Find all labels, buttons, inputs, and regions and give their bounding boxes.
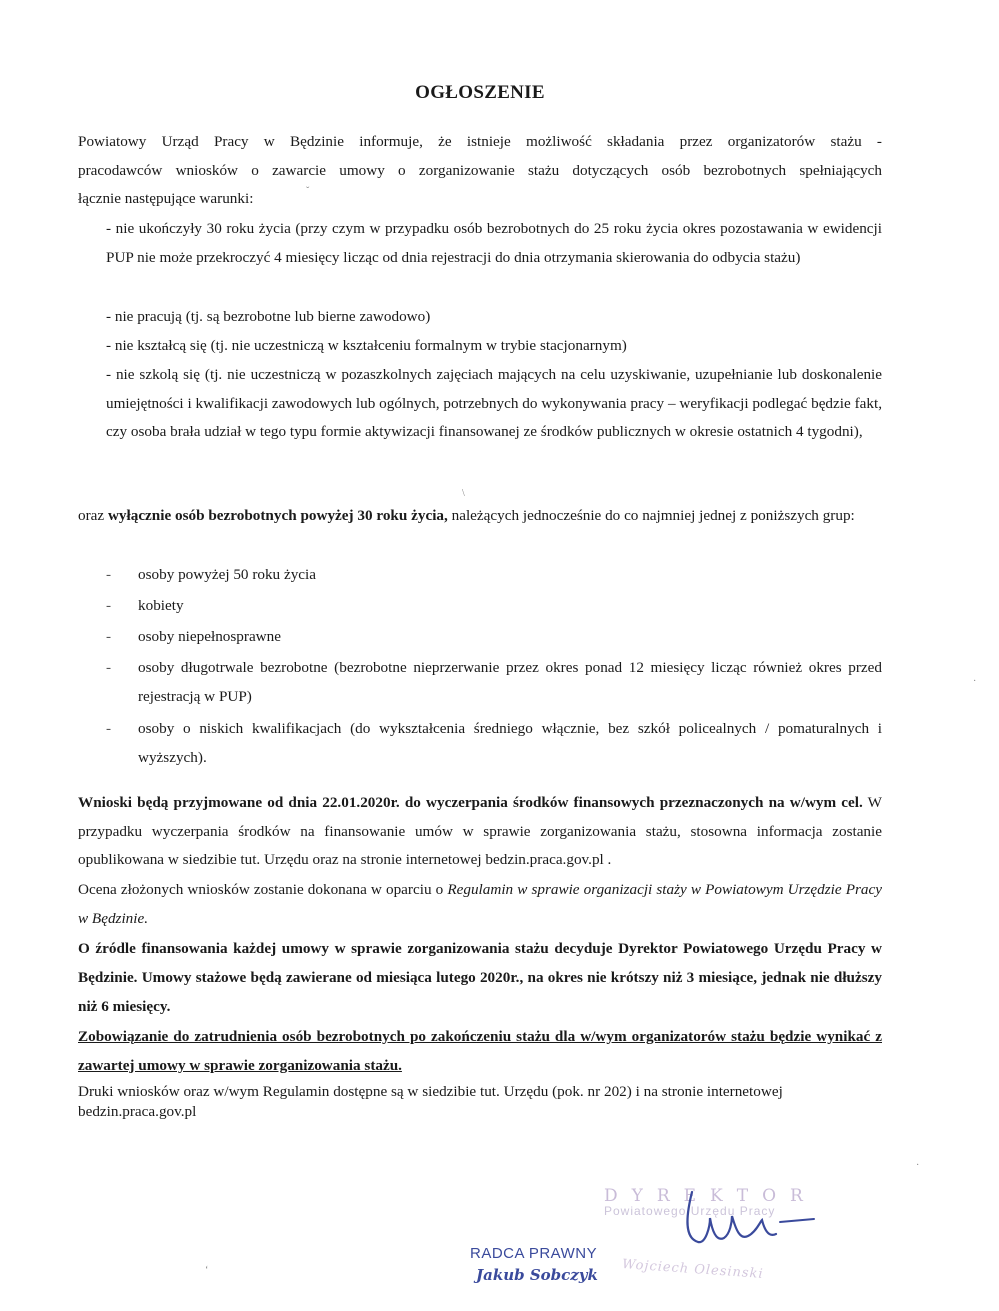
director-stamp-office: Powiatowego Urzędu Pracy: [604, 1204, 776, 1218]
list-dash: -: [106, 720, 112, 737]
legal-advisor-stamp-title: RADCA PRAWNY: [470, 1245, 598, 1262]
director-stamp-header: DYREKTOR: [604, 1186, 817, 1206]
financing-paragraph: O źródle finansowania każdej umowy w sprawie zorganizowania stażu decyduje Dyrektor Powiatowego Urzędu Pracy w Będzinie. Umowy stażowe będą zawierane od miesiąca lutego 2020r., na okres nie krótszy niż 3 miesiące, jednak nie dłuższy niż 6 miesięcy.: [78, 940, 882, 1015]
signature-image: [676, 1186, 826, 1256]
group-label: osoby o niskich kwalifikacjach (do wykształcenia średniego włącznie, bez szkół policealnych / pomaturalnych i wyższych).: [138, 720, 882, 766]
scan-speck: ·: [973, 676, 977, 687]
condition-not-training: - nie szkolą się (tj. nie uczestniczą w pozaszkolnych zajęciach mających na celu uzyskiwanie, uzupełnianie lub doskonalenie umiejętności i kwalifikacji zawodowych lub ogólnych, potrzebnych do wykonywania pracy – weryfikacji podlegać będzie fakt, czy osoba brała udział w tego typu formie aktywizacji finansowanej ze środków publicznych w okresie ostatnich 4 tygodni),: [106, 366, 882, 440]
group-label: osoby długotrwale bezrobotne (bezrobotne nieprzerwanie przez okres ponad 12 miesięcy licząc również okres przed rejestracją w PUP): [138, 659, 882, 705]
scan-speck: ˇ: [306, 186, 310, 197]
list-dash: -: [106, 628, 112, 645]
condition-not-working: - nie pracują (tj. są bezrobotne lub bierne zawodowo): [106, 308, 431, 325]
intro-line: pracodawców wniosków o zawarcie umowy o zorganizowanie stażu dotyczących osób bezrobotnych spełniających: [78, 161, 882, 179]
evaluation-paragraph: [78, 876, 882, 933]
group-label: kobiety: [138, 597, 184, 614]
intro-line: łącznie następujące warunki:: [78, 190, 254, 207]
director-stamp-name: Wojciech Olesinski: [621, 1257, 765, 1282]
applications-rest: W przypadku wyczerpania środków na finansowanie umów w sprawie zorganizowania stażu, stosowna informacja zostanie opublikowana w siedzibie tut. Urzędu oraz na stronie internetowej bedzin.praca.gov.pl .: [78, 794, 883, 868]
groups-intro: [78, 502, 882, 531]
applications-paragraph: [78, 789, 882, 875]
group-label: osoby niepełnosprawne: [138, 628, 281, 645]
applications-bold: Wnioski będą przyjmowane od dnia 22.01.2020r. do wyczerpania środków finansowych przeznaczonych na w/wym cel.: [78, 794, 863, 811]
regulation-title: Regulamin w sprawie organizacji staży w Powiatowym Urzędzie Pracy w Będzinie.: [78, 881, 882, 927]
scan-speck: ·: [916, 1160, 920, 1171]
obligation-paragraph: Zobowiązanie do zatrudnienia osób bezrobotnych po zakończeniu stażu dla w/wym organizatorów stażu będzie wynikać z zawartej umowy w sprawie zorganizowania stażu.: [78, 1028, 882, 1074]
evaluation-text: Ocena złożonych wniosków zostanie dokonana w oparciu o: [78, 881, 448, 898]
condition-age: - nie ukończyły 30 roku życia (przy czym w przypadku osób bezrobotnych do 25 roku życia okres pozostawania w ewidencji PUP nie może przekroczyć 4 miesięcy licząc od dnia rejestracji do dnia otrzymania skierowania do odbycia stażu): [106, 220, 882, 266]
page-title: OGŁOSZENIE: [415, 82, 545, 103]
condition-not-studying: - nie kształcą się (tj. nie uczestniczą w kształceniu formalnym w trybie stacjonarnym): [106, 337, 627, 354]
groups-intro-before: oraz: [78, 507, 108, 524]
groups-intro-bold: wyłącznie osób bezrobotnych powyżej 30 roku życia,: [107, 507, 448, 524]
intro-paragraph: [78, 128, 882, 214]
legal-advisor-stamp-name: Jakub Sobczyk: [476, 1266, 598, 1284]
scan-speck: ʻ: [205, 1265, 209, 1276]
list-dash: -: [106, 659, 112, 676]
groups-intro-after: należących jednocześnie do co najmniej jednej z poniższych grup:: [447, 507, 855, 524]
list-dash: -: [106, 566, 112, 583]
forms-paragraph: Druki wniosków oraz w/wym Regulamin dostępne są w siedzibie tut. Urzędu (pok. nr 202) i na stronie internetowej bedzin.praca.gov.pl: [78, 1083, 783, 1120]
scan-speck: \: [462, 488, 465, 499]
list-dash: -: [106, 597, 112, 614]
intro-line: Powiatowy Urząd Pracy w Będzinie informuje, że istnieje możliwość składania przez organizatorów stażu -: [78, 133, 882, 150]
group-label: osoby powyżej 50 roku życia: [138, 566, 316, 583]
